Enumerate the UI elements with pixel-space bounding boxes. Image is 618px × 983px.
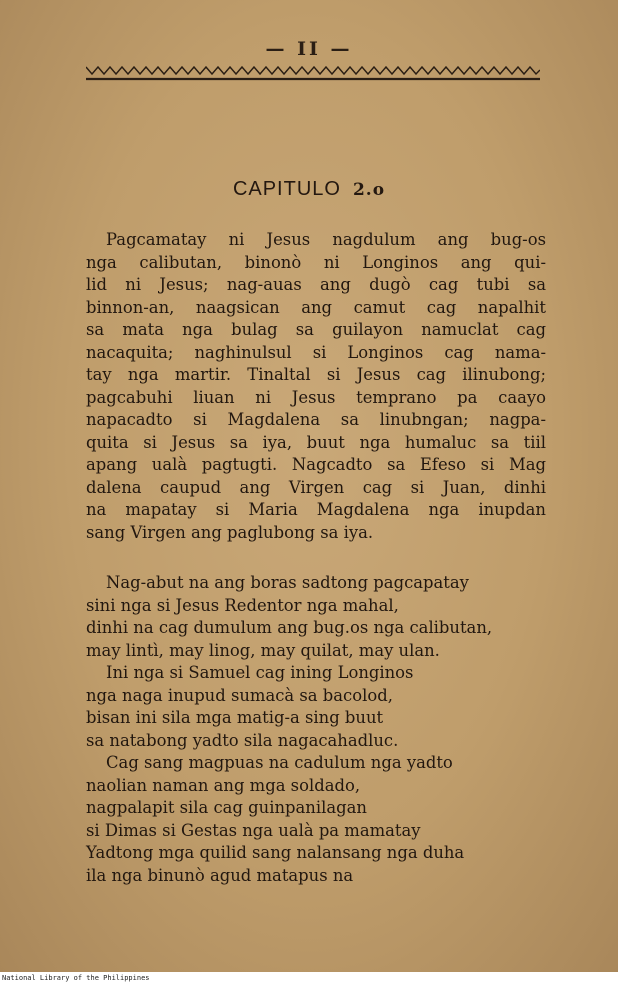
prose-paragraph — [86, 229, 546, 544]
verse-paragraph — [86, 572, 546, 887]
verse-line: Yadtong mga quilid sang nalansang nga duha — [86, 843, 465, 862]
text-line: dalena caupud ang Virgen cag si Juan, dinhi — [86, 477, 546, 497]
verse-line: sini nga si Jesus Redentor nga mahal, — [86, 595, 399, 615]
verse-line: Ini nga si Samuel cag ining Longinos — [106, 663, 414, 682]
verse-line: Cag sang magpuas na cadulum nga yadto — [106, 753, 453, 772]
verse-line: si Dimas si Gestas nga ualà pa mamatay — [86, 820, 421, 840]
page-number: — II — — [265, 38, 353, 60]
text-line: nga calibutan, binonò ni Longinos ang qui- — [86, 252, 546, 272]
verse-line: ila nga binunò agud matapus na — [86, 865, 354, 885]
verse-line: nagpalapit sila cag guinpanilagan — [86, 798, 367, 817]
text-line: Pagcamatay ni Jesus nagdulum ang bug-os — [106, 230, 546, 249]
verse-line: may lintì, may linog, may quilat, may ulan. — [86, 640, 440, 660]
library-credit: National Library of the Philippines — [2, 974, 150, 982]
verse-line: sa natabong yadto sila nagacahadluc. — [86, 730, 399, 750]
verse-line: nga naga inupud sumacà sa bacolod, — [86, 685, 393, 705]
chapter-number: 2.o — [352, 180, 386, 200]
text-line: napacadto si Magdalena sa linubngan; nagpa- — [86, 410, 546, 429]
text-line: sang Virgen ang paglubong sa iya. — [86, 522, 374, 542]
text-line: sa mata nga bulag sa guilayon namuclat cag — [86, 320, 546, 339]
text-line: binnon-an, naagsican ang camut cag napalhit — [86, 297, 546, 317]
text-line: na mapatay si Maria Magdalena nga inupdan — [86, 500, 546, 519]
text-line: tay nga martir. Tinaltal si Jesus cag ilinubong; — [86, 365, 546, 384]
verse-line: dinhi na cag dumulum ang bug.os nga calibutan, — [86, 618, 493, 637]
verse-line: naolian naman ang mga soldado, — [86, 775, 361, 795]
chapter-heading — [0, 178, 618, 201]
text-line: apang ualà pagtugti. Nagcadto sa Efeso si Mag — [86, 455, 546, 474]
text-line: quita si Jesus sa iya, buut nga humaluc sa tiil — [86, 432, 546, 452]
text-line: nacaquita; naghinulsul si Longinos cag nama- — [86, 342, 546, 362]
text-line: lid ni Jesus; nag-auas ang dugò cag tubi sa — [86, 275, 546, 294]
decorative-zigzag-rule — [86, 62, 540, 84]
verse-line: Nag-abut na ang boras sadtong pagcapatay — [106, 573, 469, 592]
verse-line: bisan ini sila mga matig-a sing buut — [86, 708, 384, 727]
chapter-title: CAPITULO — [232, 178, 341, 200]
text-line: pagcabuhi liuan ni Jesus temprano pa caayo — [86, 387, 546, 407]
